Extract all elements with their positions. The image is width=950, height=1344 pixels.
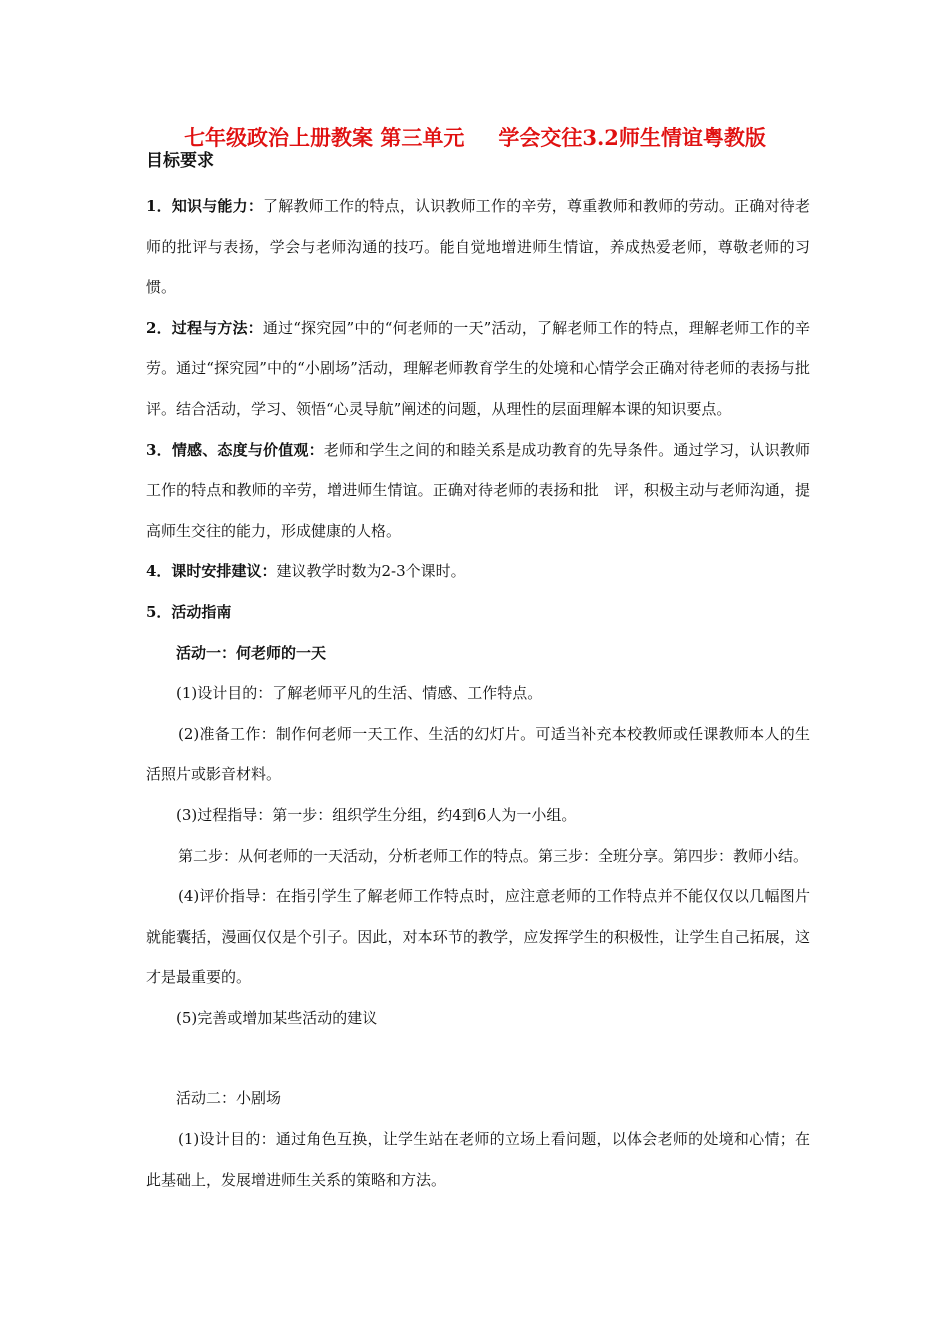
goal-text: 建议教学时数为2-3个课时。 (276, 562, 466, 581)
activity-2-item (146, 1119, 810, 1200)
activity-2-title: 活动二：小剧场 (176, 1089, 282, 1108)
goal-paragraph-1 (146, 186, 810, 308)
title-part-2: 学会交往3.2师生情谊粤教版 (498, 125, 766, 150)
goal-label: 2．过程与方法： (146, 318, 263, 337)
goal-paragraph-5 (146, 592, 810, 633)
activity-1-item-text: (4)评价指导：在指引学生了解老师工作特点时，应注意老师的工作特点并不能仅仅以几幅图片就能囊括，漫画仅仅是个引子。因此，对本环节的教学，应发挥学生的积极性，让学生自己拓展，这才是最重要的。 (146, 887, 810, 987)
title-part-1: 七年级政治上册教案 第三单元 (184, 125, 465, 150)
goal-label: 4．课时安排建议： (146, 562, 277, 581)
goal-paragraph-2 (146, 308, 810, 430)
document-title (0, 124, 950, 152)
activity-1-item-text: 第二步：从何老师的一天活动，分析老师工作的特点。第三步：全班分享。第四步：教师小结。 (178, 846, 809, 865)
activity-1-title: 活动一：何老师的一天 (176, 643, 327, 662)
goal-text: 老师和学生之间的和睦关系是成功教育的先导条件。通过学习，认识教师工作的特点和教师的辛劳，增进师生情谊。正确对待老师的表扬和批 评，积极主动与老师沟通，提高师生交往的能力，形成健康的人格。 (146, 440, 810, 540)
section-heading: 目标要求 (146, 151, 214, 171)
goal-paragraph-4 (146, 551, 810, 592)
activity-1-item: (1)设计目的：了解老师平凡的生活、情感、工作特点。 (176, 684, 543, 703)
activity-1-item: (5)完善或增加某些活动的建议 (176, 1008, 378, 1027)
activity-2-item-text: (1)设计目的：通过角色互换，让学生站在老师的立场上看问题，以体会老师的处境和心情；在此基础上，发展增进师生关系的策略和方法。 (146, 1130, 810, 1189)
goal-text: 了解教师工作的特点，认识教师工作的辛劳，尊重教师和教师的劳动。正确对待老师的批评与表扬，学会与老师沟通的技巧。能自觉地增进师生情谊，养成热爱老师，尊敬老师的习惯。 (146, 197, 810, 297)
activity-1-item: (3)过程指导：第一步：组织学生分组，约4到6人为一小组。 (176, 805, 577, 824)
activity-1-item-text: (2)准备工作：制作何老师一天工作、生活的幻灯片。可适当补充本校教师或任课教师本人的生活照片或影音材料。 (146, 724, 810, 784)
activity-1-item (146, 876, 810, 998)
activity-1-item (146, 836, 810, 877)
goal-label: 5．活动指南 (146, 602, 232, 621)
goal-label: 3．情感、态度与价值观： (146, 440, 324, 459)
goal-label: 1．知识与能力： (146, 197, 264, 215)
goal-text: 通过“探究园”中的“何老师的一天”活动，了解老师工作的特点，理解老师工作的辛劳。通过“探究园”中的“小剧场”活动，理解老师教育学生的处境和心情学会正确对待老师的表扬与批评。结合活动，学习、领悟“心灵导航”阐述的问题，从理性的层面理解本课的知识要点。 (146, 318, 810, 418)
blank-line (146, 1038, 810, 1078)
goal-paragraph-3 (146, 430, 810, 552)
activity-1-item (146, 714, 810, 795)
document-body (146, 186, 810, 1200)
